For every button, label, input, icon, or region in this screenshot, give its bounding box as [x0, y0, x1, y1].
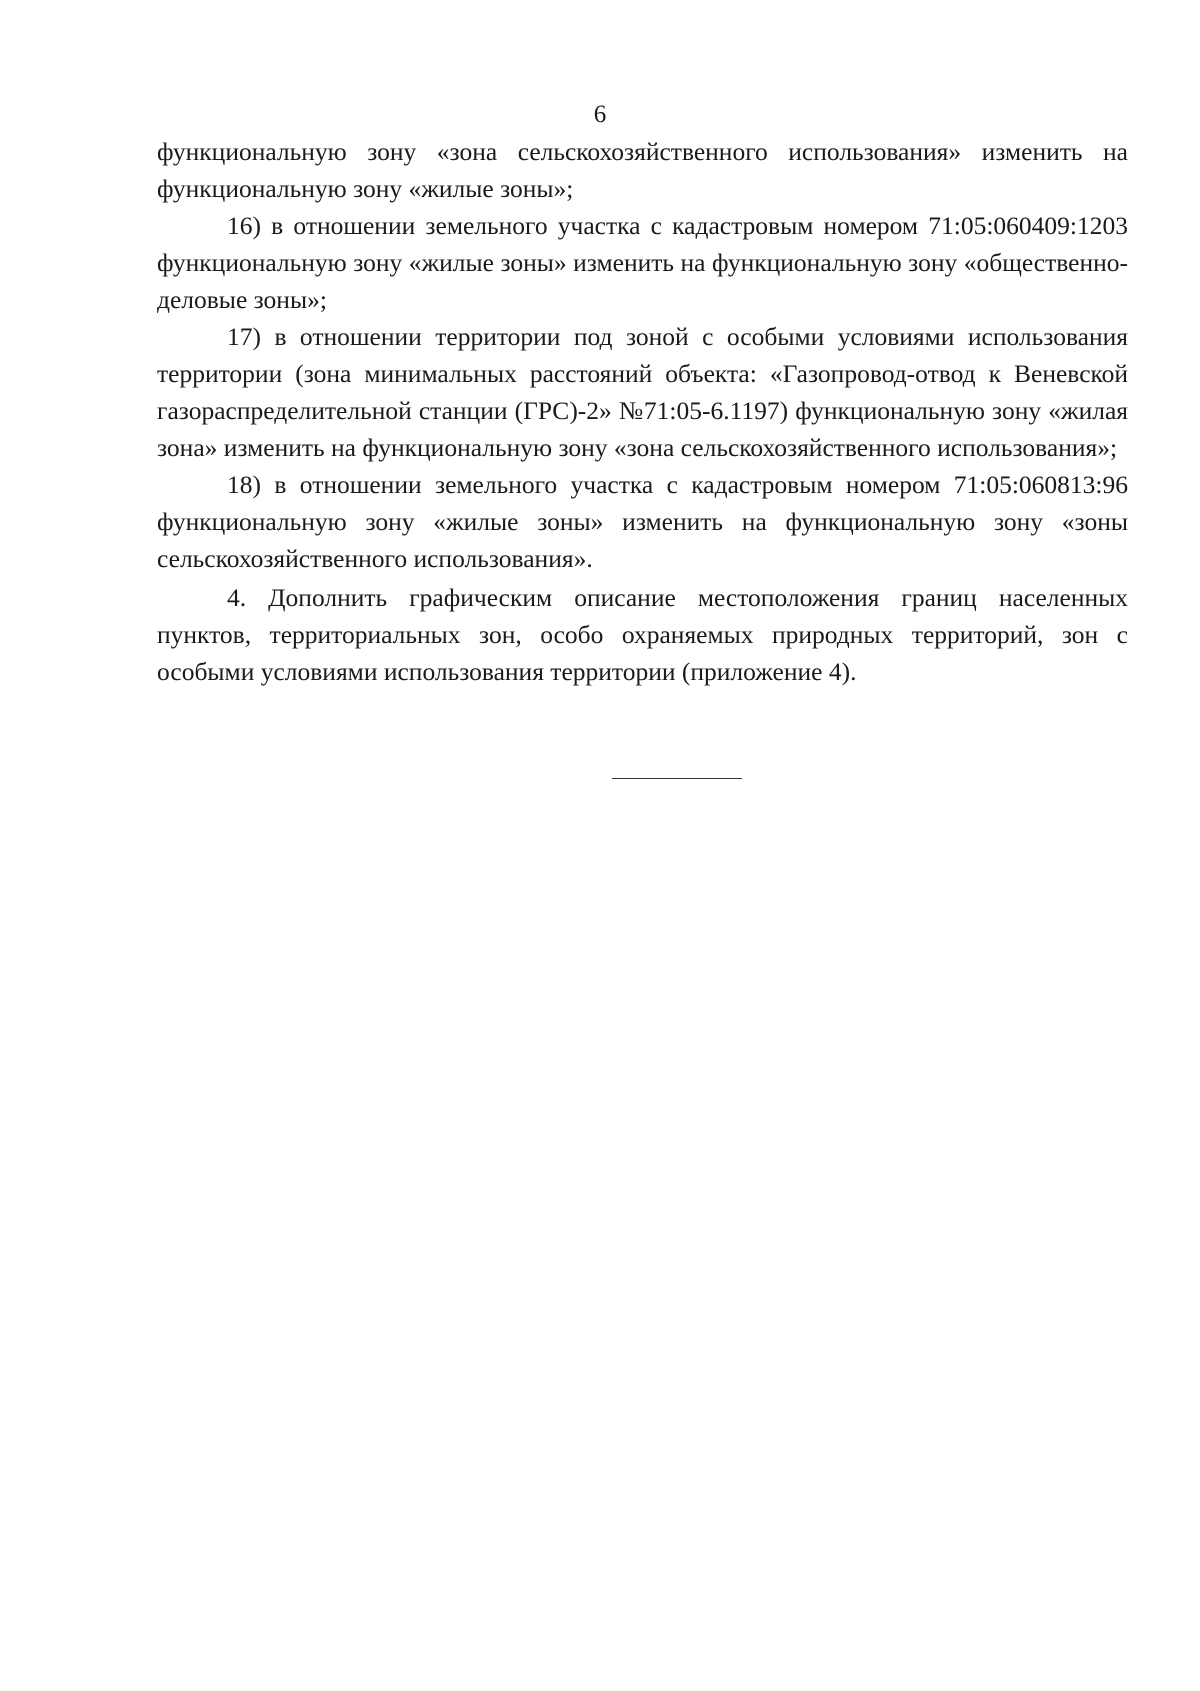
paragraph-section-4: 4. Дополнить графическим описание местоположения границ населенных пунктов, территориальных зон, особо охраняемых природных территорий, зон с особыми условиями использования территории (приложение 4). — [157, 583, 1128, 686]
paragraph-item-16: 16) в отношении земельного участка с кадастровым номером 71:05:060409:1203 функциональную зону «жилые зоны» изменить на функциональную зону «общественно-деловые зоны»; — [157, 211, 1128, 314]
paragraph-item-17: 17) в отношении территории под зоной с особыми условиями использования территории (зона минимальных расстояний объекта: «Газопровод-отвод к Веневской газораспределительной станции (ГРС)-2» №71:05-6.1197) функциональную зону «жилая зона» изменить на функциональную зону «зона сельскохозяйственного использования»; — [157, 322, 1128, 462]
paragraph-item-18: 18) в отношении земельного участка с кадастровым номером 71:05:060813:96 функциональную зону «жилые зоны» изменить на функциональную зону «зоны сельскохозяйственного использования». — [157, 470, 1128, 573]
page-number: 6 — [593, 101, 607, 128]
end-of-document-rule — [612, 778, 742, 779]
document-body — [157, 133, 1128, 690]
paragraph-continuation: функциональную зону «зона сельскохозяйственного использования» изменить на функциональную зону «жилые зоны»; — [157, 137, 1128, 203]
